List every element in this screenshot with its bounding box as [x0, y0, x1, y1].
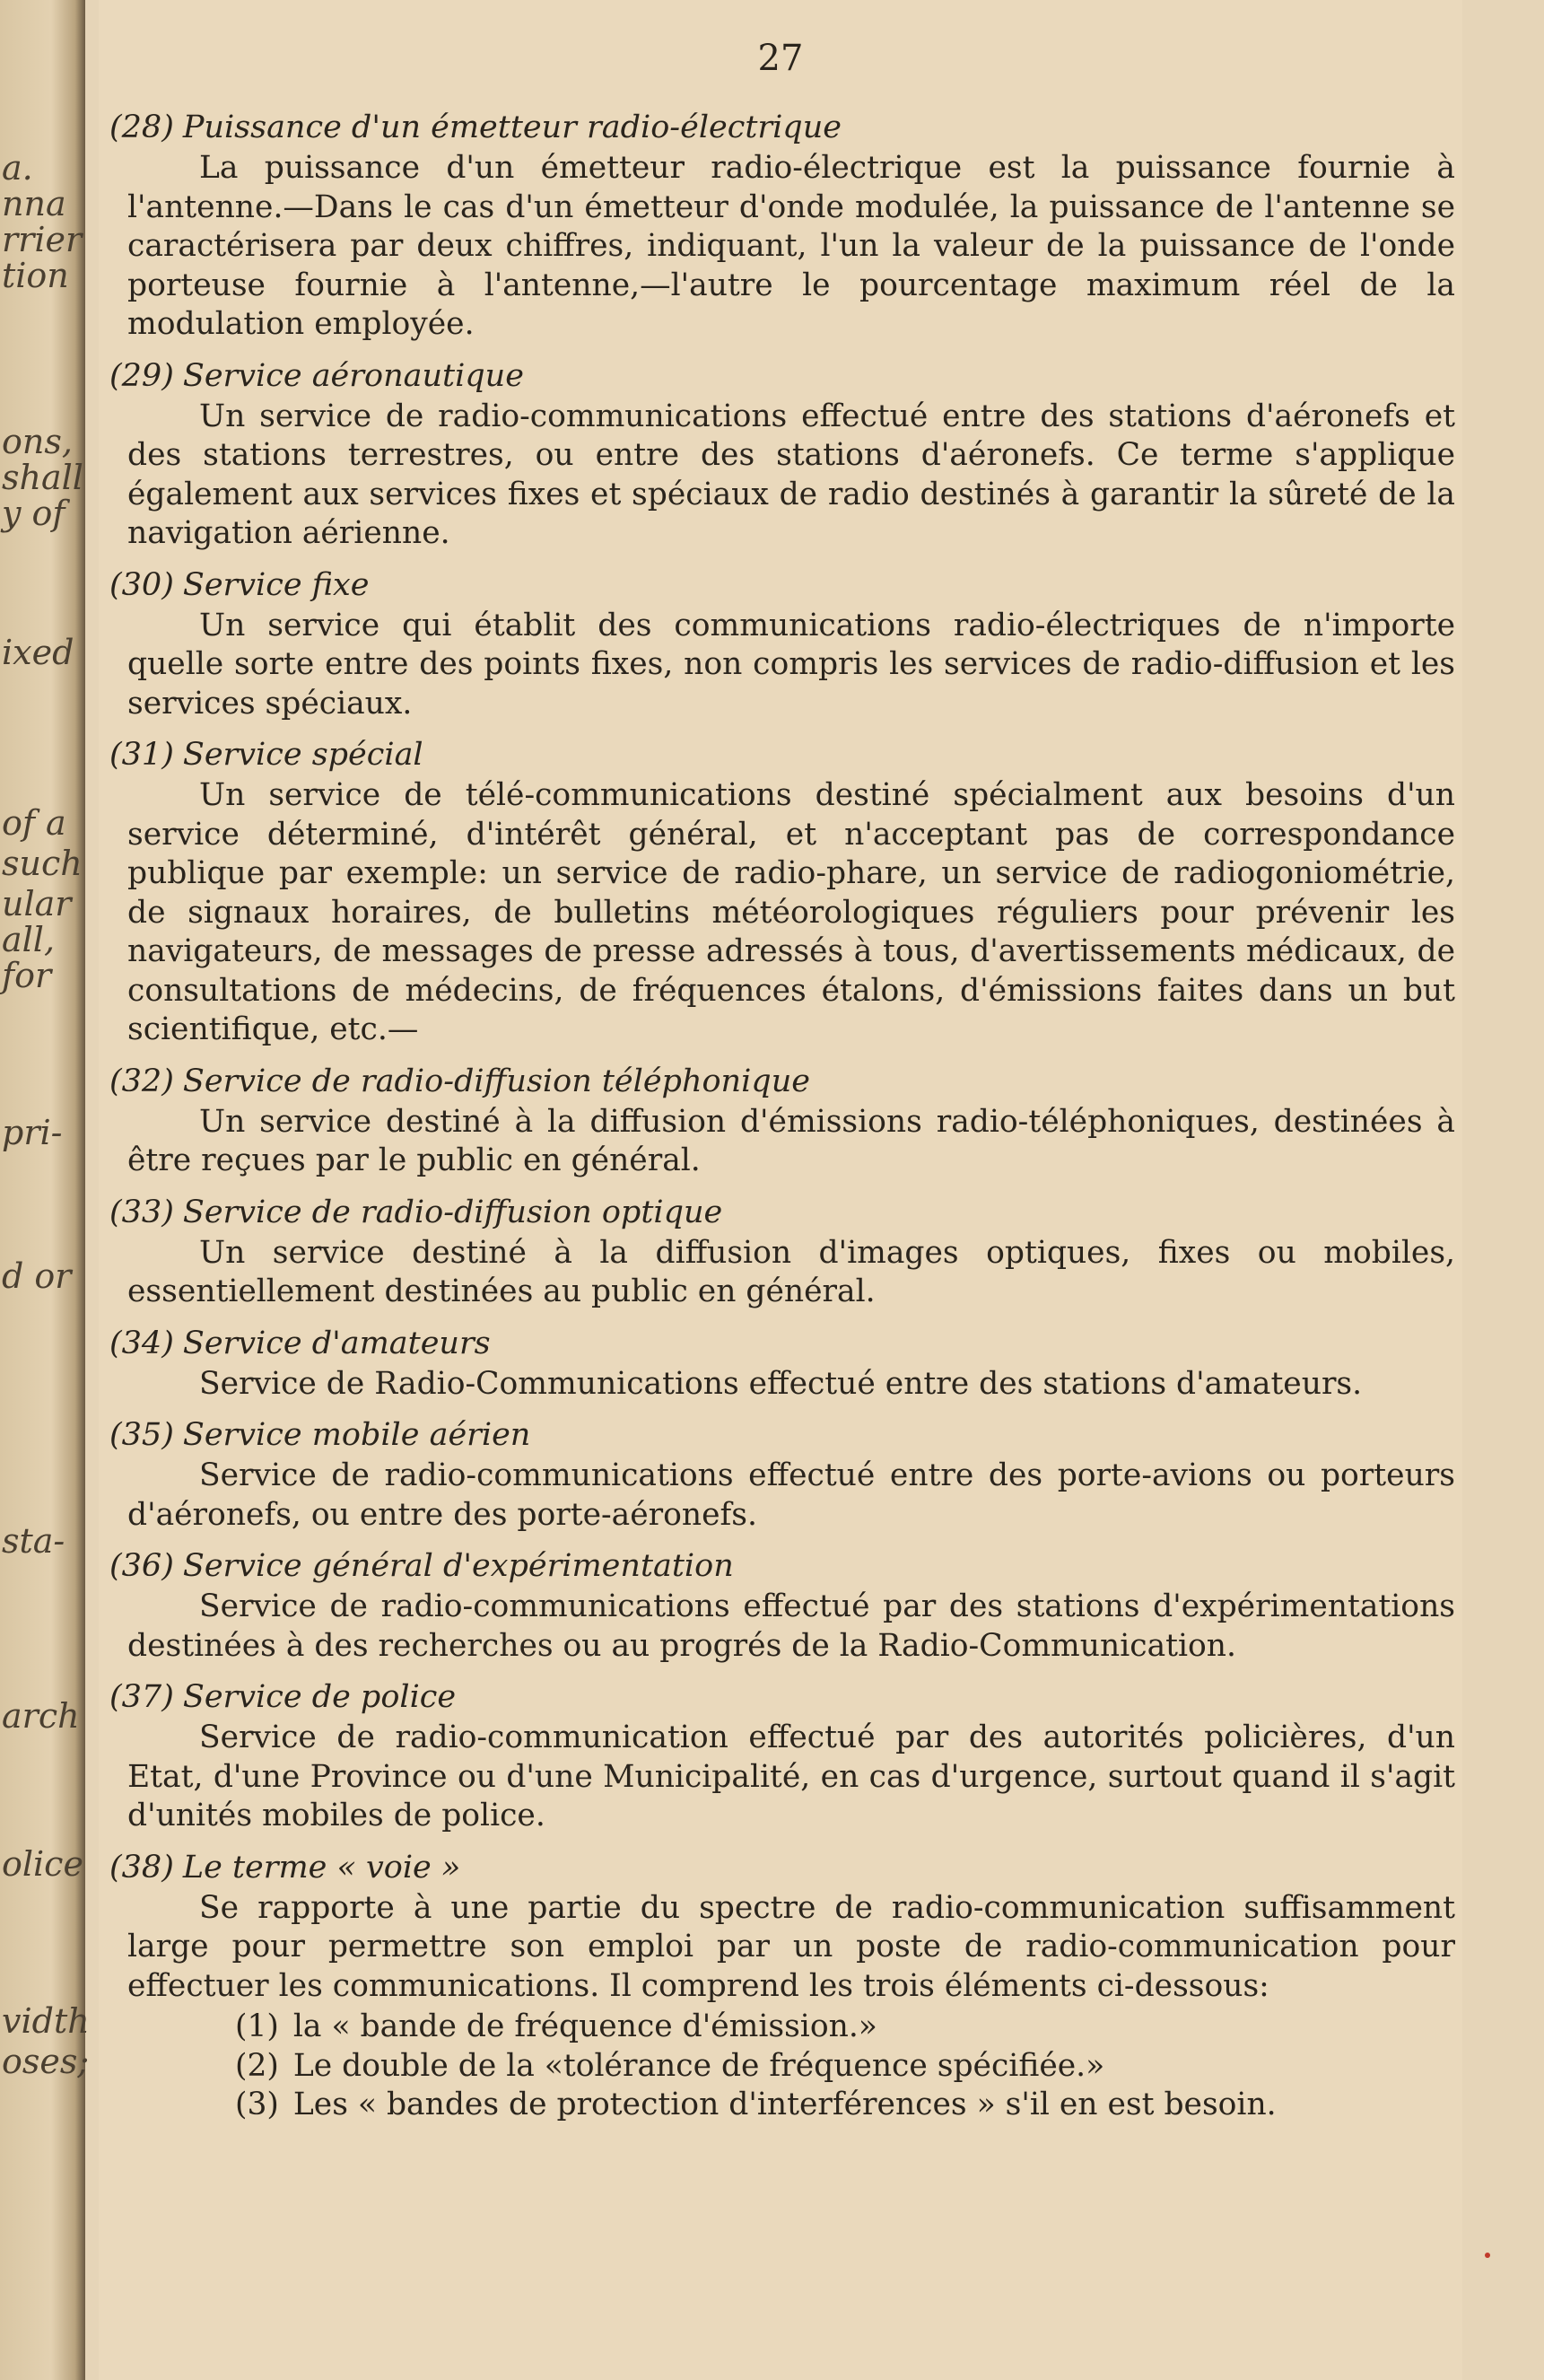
margin-fragment: sta-: [2, 1521, 65, 1561]
definition-heading: [109, 733, 1455, 776]
list-item: [235, 2047, 1455, 2087]
definition-number: (33): [109, 1194, 174, 1230]
definition-heading: [109, 1191, 1455, 1234]
margin-fragment: ons,: [2, 422, 73, 461]
definition-heading: [109, 1544, 1455, 1588]
margin-fragment: olice: [2, 1844, 83, 1884]
list-item-number: (3): [235, 2087, 279, 2122]
definition-29: [109, 354, 1455, 554]
definition-text: Service de radio-communication effectué par des autorités policières, d'un Etat, d'une Province ou d'une Municipalité, en cas d'urgence, surtout quand il s'agit d'unités mobiles de police.: [127, 1719, 1455, 1833]
definition-32: [109, 1060, 1455, 1181]
margin-fragment: rrier: [2, 220, 83, 259]
margin-fragment: shall: [2, 458, 83, 497]
definition-text: Se rapporte à une partie du spectre de radio-communication suffisamment large pour permettre son emploi par un poste de radio-communication pour effectuer les communications. Il comprend les trois éléments ci-dessous:: [127, 1889, 1455, 2004]
definition-text: Service de radio-communications effectué entre des porte-avions ou porteurs d'aéronefs, ou entre des porte-aéronefs.: [127, 1457, 1455, 1533]
definition-text: La puissance d'un émetteur radio-électrique est la puissance fournie à l'antenne.—Dans le cas d'un émetteur d'onde modulée, la puissance de l'antenne se caractérisera par deux chiffres, indiquant, l'un la valeur de la puissance de l'onde porteuse fournie à l'antenne,—l'autre le pourcentage maximum réel de la modulation employée.: [127, 150, 1455, 342]
margin-fragment: such: [2, 844, 83, 883]
definition-heading: [109, 354, 1455, 398]
definition-30: [109, 564, 1455, 724]
definition-text: Service de Radio-Communications effectué entre des stations d'amateurs.: [199, 1365, 1363, 1402]
margin-fragment: nna: [2, 184, 66, 223]
margin-fragment: tion: [2, 256, 69, 295]
definition-38: [109, 1846, 1455, 2125]
definition-number: (29): [109, 357, 174, 394]
definition-heading: [109, 106, 1455, 149]
page-number: 27: [757, 38, 804, 79]
definitions-list: [109, 106, 1455, 2135]
definition-37: [109, 1676, 1455, 1836]
definition-number: (36): [109, 1548, 174, 1584]
list-item: [235, 2008, 1455, 2047]
list-item-number: (2): [235, 2047, 279, 2084]
definition-number: (35): [109, 1417, 174, 1453]
margin-fragment: all,: [2, 920, 56, 959]
definition-heading: [109, 1846, 1455, 1889]
list-item: [235, 2086, 1455, 2125]
definition-title: Service d'amateurs: [182, 1325, 491, 1361]
definition-35: [109, 1413, 1455, 1535]
definition-33: [109, 1191, 1455, 1312]
list-item-text: la « bande de fréquence d'émission.»: [292, 2008, 877, 2044]
voie-components-list: [109, 2008, 1455, 2125]
definition-title: Service de radio-diffusion optique: [182, 1194, 723, 1230]
definition-title: Service de radio-diffusion téléphonique: [182, 1063, 810, 1099]
margin-fragment: ular: [2, 884, 72, 923]
definition-heading: [109, 1413, 1455, 1457]
margin-fragment: pri-: [2, 1113, 63, 1152]
definition-title: Le terme « voie »: [182, 1849, 461, 1886]
definition-34: [109, 1322, 1455, 1404]
definition-number: (34): [109, 1325, 174, 1361]
definition-number: (37): [109, 1679, 174, 1715]
definition-heading: [109, 564, 1455, 607]
definition-text: Service de radio-communications effectué par des stations d'expérimentations destinées à des recherches ou au progrés de la Radio-Communication.: [127, 1588, 1455, 1664]
margin-fragment: a.: [2, 148, 33, 188]
margin-fragment: for: [2, 956, 52, 995]
document-page: [99, 0, 1462, 2380]
margin-fragment: arch: [2, 1696, 80, 1736]
list-item-number: (1): [235, 2008, 279, 2044]
definition-title: Service fixe: [182, 566, 370, 603]
margin-fragment: d or: [2, 1256, 72, 1296]
definition-text: Un service qui établit des communications radio-électriques de n'importe quelle sorte entre des points fixes, non compris les services de radio-diffusion et les services spéciaux.: [127, 607, 1455, 722]
definition-heading: [109, 1322, 1455, 1365]
definition-title: Service de police: [182, 1679, 457, 1715]
definition-title: Service aéronautique: [182, 357, 524, 394]
definition-28: [109, 106, 1455, 345]
definition-text: Un service de radio-communications effectué entre des stations d'aéronefs et des stations terrestres, ou entre des stations d'aéronefs. Ce terme s'applique également aux services fixes et spéciaux de radio destinés à garantir la sûreté de la navigation aérienne.: [127, 398, 1455, 551]
definition-text: Un service de télé-communications destiné spécialment aux besoins d'un service déterminé, d'intérêt général, et n'acceptant pas de correspondance publique par exemple: un service de radio-phare, un service de radiogoniométrie, de signaux horaires, de bulletins météorologiques réguliers pour prévenir les navigateurs, de messages de presse adressés à tous, d'avertissements médicaux, de consultations de médecins, de fréquences étalons, d'émissions faites dans un but scientifique, etc.—: [127, 777, 1455, 1047]
definition-text: Un service destiné à la diffusion d'images optiques, fixes ou mobiles, essentiellement destinées au public en général.: [127, 1234, 1455, 1309]
definition-number: (32): [109, 1063, 174, 1099]
definition-title: Service mobile aérien: [182, 1417, 531, 1453]
definition-title: Service spécial: [182, 737, 423, 773]
margin-fragment: of a: [2, 803, 66, 843]
margin-fragment: ixed: [2, 633, 74, 672]
definition-number: (31): [109, 737, 174, 773]
definition-heading: [109, 1060, 1455, 1103]
definition-heading: [109, 1676, 1455, 1719]
margin-fragment: vidth: [2, 2001, 90, 2041]
definition-title: Puissance d'un émetteur radio-électrique: [182, 109, 842, 145]
margin-fragment: y of: [2, 494, 65, 533]
list-item-text: Les « bandes de protection d'interférences » s'il en est besoin.: [292, 2087, 1277, 2122]
definition-number: (28): [109, 109, 174, 145]
left-page-margin: [0, 0, 90, 2380]
list-item-text: Le double de la «tolérance de fréquence spécifiée.»: [292, 2047, 1105, 2084]
definition-text: Un service destiné à la diffusion d'émissions radio-téléphoniques, destinées à être reçues par le public en général.: [127, 1103, 1455, 1178]
definition-36: [109, 1544, 1455, 1666]
margin-fragment: oses;: [2, 2042, 90, 2081]
definition-number: (30): [109, 566, 174, 603]
definition-title: Service général d'expérimentation: [182, 1548, 734, 1584]
definition-number: (38): [109, 1849, 174, 1886]
definition-31: [109, 733, 1455, 1050]
ink-speck: [1485, 2253, 1490, 2258]
